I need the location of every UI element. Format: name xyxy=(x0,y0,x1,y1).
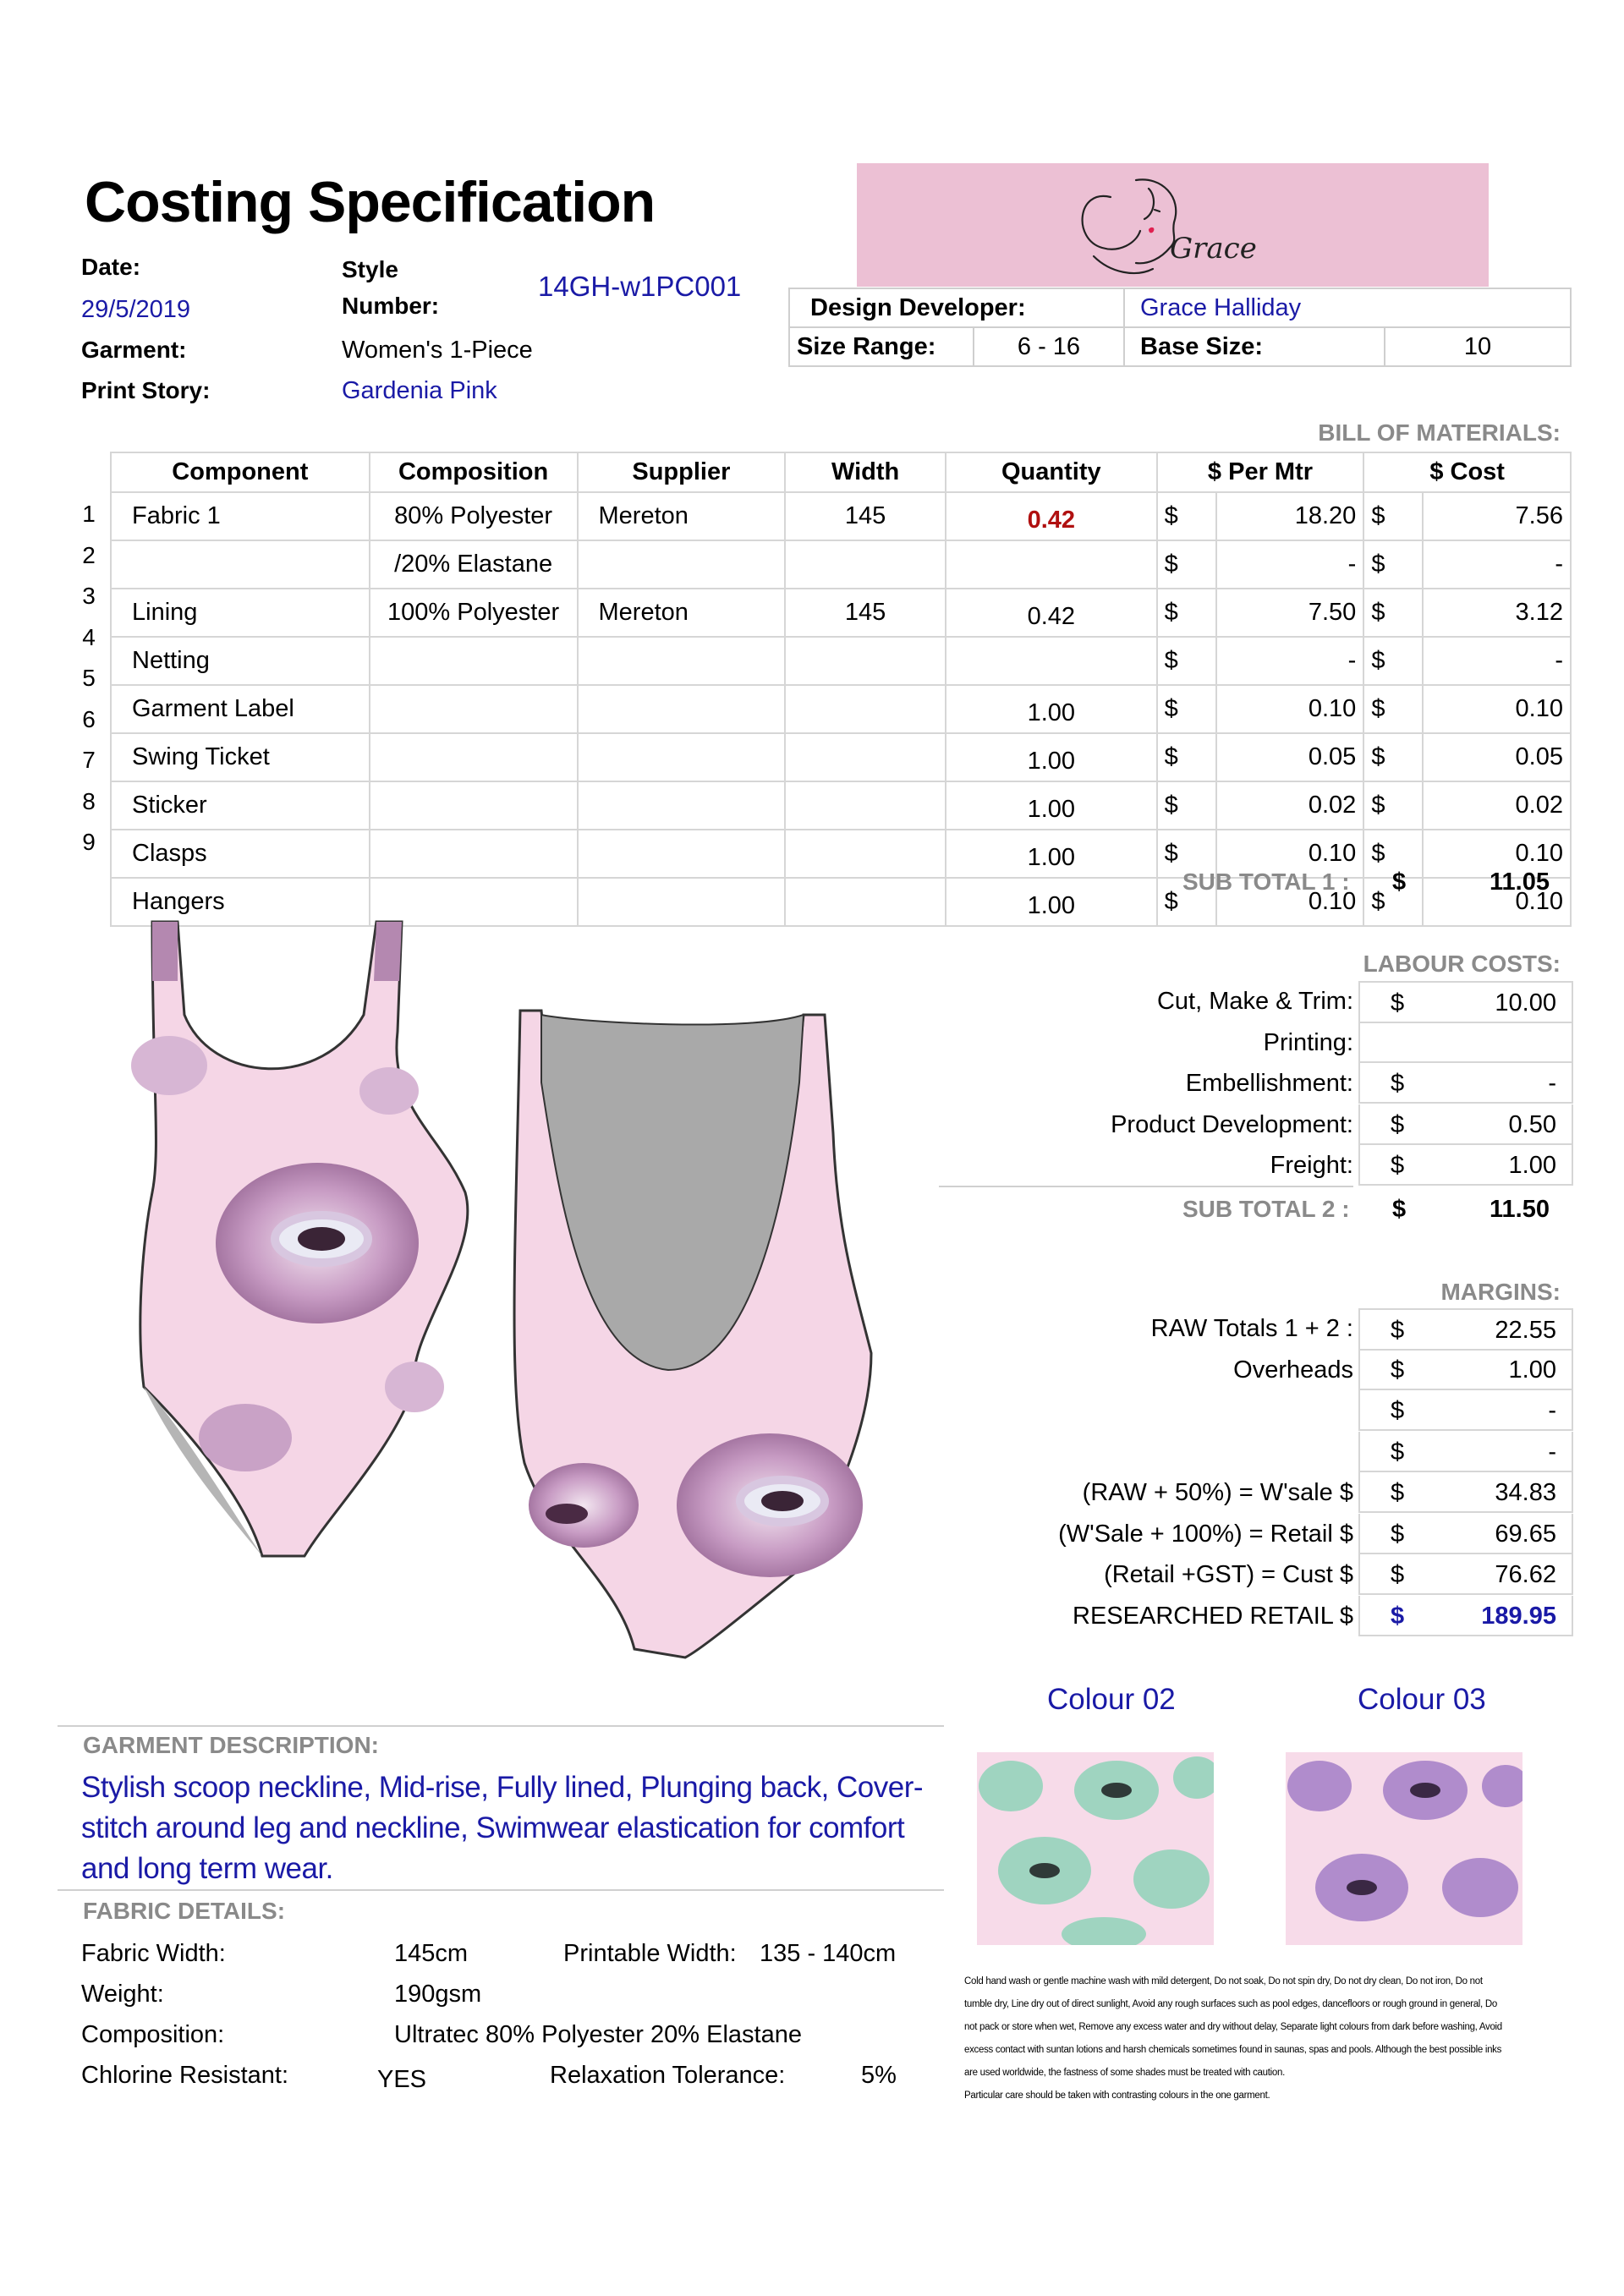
description-heading: GARMENT DESCRIPTION: xyxy=(83,1732,379,1758)
description-top-divider xyxy=(58,1725,944,1727)
margins-row-box xyxy=(1358,1390,1573,1431)
bom-cost: - xyxy=(1423,637,1571,685)
labour-row-label: Freight: xyxy=(1270,1152,1353,1179)
bom-cost-currency: $ xyxy=(1363,781,1423,830)
bom-per-currency: $ xyxy=(1157,878,1216,926)
labour-row-box xyxy=(1358,981,1573,1023)
labour-row-currency: $ xyxy=(1391,1152,1405,1179)
bom-row-number: 6 xyxy=(82,705,96,732)
bom-per-mtr: 7.50 xyxy=(1216,589,1364,637)
bom-composition xyxy=(370,830,578,878)
care-line: tumble dry, Line dry out of direct sunlight, Avoid any rough surfaces such as pool edges, dancefloors or rough ground in general, Do xyxy=(964,1999,1497,2009)
bom-supplier: Mereton xyxy=(578,589,786,637)
garment-value: Women's 1-Piece xyxy=(342,337,533,364)
weight-value: 190gsm xyxy=(394,1981,482,2008)
margins-heading: MARGINS: xyxy=(1440,1279,1561,1305)
bom-per-mtr: 0.02 xyxy=(1216,781,1364,830)
bom-row-number: 7 xyxy=(82,747,96,773)
margins-row-value: 76.62 xyxy=(1495,1561,1556,1588)
colour-02-swatch xyxy=(977,1752,1214,1945)
bom-per-mtr: 18.20 xyxy=(1216,492,1364,540)
bom-cost: 0.10 xyxy=(1423,878,1571,926)
bom-composition xyxy=(370,781,578,830)
bom-row-number: 3 xyxy=(82,583,96,609)
bom-component: Lining xyxy=(111,589,370,637)
margins-row-label: RESEARCHED RETAIL $ xyxy=(1073,1602,1353,1630)
bom-per-mtr: 0.05 xyxy=(1216,733,1364,781)
margins-row-label: (W'Sale + 100%) = Retail $ xyxy=(1058,1520,1353,1548)
bom-supplier xyxy=(578,781,786,830)
margins-row-currency: $ xyxy=(1391,1479,1405,1506)
bom-width xyxy=(785,685,946,733)
margins-row-box xyxy=(1358,1472,1573,1513)
chlorine-label: Chlorine Resistant: xyxy=(81,2062,288,2089)
bom-row xyxy=(111,492,1571,540)
bom-width xyxy=(785,733,946,781)
bom-row xyxy=(111,589,1571,637)
swimsuit-illustration xyxy=(110,913,939,1700)
developer-table xyxy=(788,288,1572,367)
bom-quantity xyxy=(946,540,1157,589)
bom-cost: 0.05 xyxy=(1423,733,1571,781)
bom-width: 145 xyxy=(785,589,946,637)
design-developer-label: Design Developer: xyxy=(789,288,1124,327)
bom-col-cost: $ Cost xyxy=(1363,452,1571,492)
bom-per-mtr: 0.10 xyxy=(1216,830,1364,878)
bom-quantity xyxy=(946,637,1157,685)
bom-width xyxy=(785,830,946,878)
margins-row-box xyxy=(1358,1432,1573,1472)
bom-col-composition: Composition xyxy=(370,452,578,492)
labour-row-box xyxy=(1358,1022,1573,1063)
size-range-value: 6 - 16 xyxy=(974,327,1124,366)
swimsuit-front xyxy=(131,922,468,1556)
bom-row-number: 1 xyxy=(82,501,96,527)
bom-cost: 0.10 xyxy=(1423,830,1571,878)
fabric-width-value: 145cm xyxy=(394,1940,469,1967)
labour-row-box xyxy=(1358,1063,1573,1104)
description-text: Stylish scoop neckline, Mid-rise, Fully lined, Plunging back, Cover-stitch around leg and neckline, Swimwear elastication for comfort and long term wear. xyxy=(81,1771,924,1885)
subtotal-2-value: 11.50 xyxy=(1490,1196,1550,1223)
subtotal-1-value: 11.05 xyxy=(1490,869,1550,896)
bom-per-mtr: 0.10 xyxy=(1216,685,1364,733)
margins-row-box xyxy=(1358,1554,1573,1595)
bom-quantity: 0.42 xyxy=(946,492,1157,540)
brand-logo-box xyxy=(857,163,1489,287)
weight-label: Weight: xyxy=(81,1981,164,2008)
margins-row-currency: $ xyxy=(1391,1602,1405,1630)
base-size-value: 10 xyxy=(1385,327,1571,366)
bom-row-number: 5 xyxy=(82,665,96,691)
bom-composition xyxy=(370,685,578,733)
bom-per-currency: $ xyxy=(1157,830,1216,878)
care-line: Cold hand wash or gentle machine wash with mild detergent, Do not soak, Do not spin dry, Do not dry clean, Do not iron, Do not xyxy=(964,1976,1483,1986)
bom-supplier xyxy=(578,830,786,878)
bom-col-supplier: Supplier xyxy=(578,452,786,492)
bom-per-mtr: - xyxy=(1216,540,1364,589)
bom-supplier xyxy=(578,637,786,685)
margins-row-label: (RAW + 50%) = W'sale $ xyxy=(1082,1479,1353,1506)
subtotal-2-label: SUB TOTAL 2 : xyxy=(1182,1196,1350,1222)
date-label: Date: xyxy=(81,254,141,280)
bom-cost-currency: $ xyxy=(1363,685,1423,733)
bom-per-currency: $ xyxy=(1157,637,1216,685)
bom-component: Sticker xyxy=(111,781,370,830)
labour-row-currency: $ xyxy=(1391,1070,1405,1097)
margins-row-currency: $ xyxy=(1391,1356,1405,1384)
composition-label: Composition: xyxy=(81,2021,225,2048)
margins-row-box xyxy=(1358,1308,1573,1351)
base-size-label: Base Size: xyxy=(1124,327,1385,366)
margins-row-currency: $ xyxy=(1391,1520,1405,1548)
bom-per-currency: $ xyxy=(1157,781,1216,830)
margins-row-currency: $ xyxy=(1391,1317,1405,1344)
bom-quantity: 1.00 xyxy=(946,781,1157,830)
margins-row-currency: $ xyxy=(1391,1438,1405,1466)
printable-width-label: Printable Width: xyxy=(563,1940,737,1967)
bom-cost: 7.56 xyxy=(1423,492,1571,540)
bom-component: Clasps xyxy=(111,830,370,878)
colour-03-swatch xyxy=(1286,1752,1522,1945)
bom-heading: BILL OF MATERIALS: xyxy=(1318,419,1561,446)
bom-row xyxy=(111,781,1571,830)
margins-row-label: (Retail +GST) = Cust $ xyxy=(1104,1561,1353,1588)
labour-row-box xyxy=(1358,1145,1573,1186)
description-bottom-divider xyxy=(58,1889,944,1891)
bom-component: Hangers xyxy=(111,878,370,926)
bom-row xyxy=(111,540,1571,589)
bom-row xyxy=(111,830,1571,878)
bom-supplier xyxy=(578,685,786,733)
care-instructions xyxy=(964,1970,1573,2107)
swimsuit-back xyxy=(514,1011,871,1658)
bom-row xyxy=(111,685,1571,733)
bom-quantity: 1.00 xyxy=(946,733,1157,781)
fabric-width-label: Fabric Width: xyxy=(81,1940,226,1967)
bom-quantity: 1.00 xyxy=(946,685,1157,733)
margins-row-value: 34.83 xyxy=(1495,1479,1556,1506)
garment-label: Garment: xyxy=(81,337,187,363)
page-title: Costing Specification xyxy=(85,170,656,234)
print-story-value: Gardenia Pink xyxy=(342,377,497,404)
bom-per-mtr: 0.10 xyxy=(1216,878,1364,926)
labour-row-currency: $ xyxy=(1391,989,1405,1016)
bom-width xyxy=(785,781,946,830)
margins-row-value: 189.95 xyxy=(1481,1602,1556,1630)
care-line: Particular care should be taken with contrasting colours in the one garment. xyxy=(964,2091,1270,2101)
margins-row-value: 22.55 xyxy=(1495,1317,1556,1344)
bom-cost-currency: $ xyxy=(1363,589,1423,637)
margins-row-value: 1.00 xyxy=(1508,1356,1556,1384)
bom-cost-currency: $ xyxy=(1363,733,1423,781)
labour-heading: LABOUR COSTS: xyxy=(1363,951,1561,977)
bom-row xyxy=(111,637,1571,685)
labour-row-label: Embellishment: xyxy=(1185,1070,1353,1097)
chlorine-value: YES xyxy=(377,2066,427,2093)
bom-cost-currency: $ xyxy=(1363,492,1423,540)
margins-row-label: Overheads xyxy=(1233,1356,1353,1384)
bom-cost: 3.12 xyxy=(1423,589,1571,637)
fabric-heading: FABRIC DETAILS: xyxy=(83,1898,286,1924)
style-label-1: Style xyxy=(342,256,398,282)
bom-composition: /20% Elastane xyxy=(370,540,578,589)
margins-row-value: 69.65 xyxy=(1495,1520,1556,1548)
bom-table xyxy=(110,452,1572,927)
bom-component: Fabric 1 xyxy=(111,492,370,540)
bom-cost: 0.02 xyxy=(1423,781,1571,830)
relaxation-label: Relaxation Tolerance: xyxy=(550,2062,786,2089)
bom-cost-currency: $ xyxy=(1363,830,1423,878)
bom-component: Netting xyxy=(111,637,370,685)
bom-cost-currency: $ xyxy=(1363,637,1423,685)
labour-divider xyxy=(939,1186,1353,1187)
labour-row-value: 1.00 xyxy=(1508,1152,1556,1179)
care-line: not pack or store when wet, Remove any excess water and dry without delay, Separate light colours from dark before washing, Avoid xyxy=(964,2022,1502,2032)
labour-row-value: 10.00 xyxy=(1495,989,1556,1016)
size-range-label: Size Range: xyxy=(789,327,974,366)
bom-per-currency: $ xyxy=(1157,733,1216,781)
bom-component xyxy=(111,540,370,589)
bom-quantity: 0.42 xyxy=(946,589,1157,637)
composition-value: Ultratec 80% Polyester 20% Elastane xyxy=(394,2021,802,2048)
care-line: are used worldwide, the fastness of some shades must be treated with caution. xyxy=(964,2068,1285,2078)
date-value: 29/5/2019 xyxy=(81,296,191,323)
bom-col-per-mtr: $ Per Mtr xyxy=(1157,452,1364,492)
brand-logo-icon xyxy=(857,163,1489,287)
bom-width xyxy=(785,540,946,589)
brand-signature: Grace xyxy=(1170,232,1257,266)
bom-col-quantity: Quantity xyxy=(946,452,1157,492)
print-story-label: Print Story: xyxy=(81,377,211,403)
bom-row-number: 9 xyxy=(82,829,96,855)
margins-row-currency: $ xyxy=(1391,1397,1405,1424)
relaxation-value: 5% xyxy=(861,2062,897,2089)
bom-composition xyxy=(370,733,578,781)
bom-per-mtr: - xyxy=(1216,637,1364,685)
design-developer-value: Grace Halliday xyxy=(1124,288,1571,327)
style-label-2: Number: xyxy=(342,293,440,319)
bom-quantity: 1.00 xyxy=(946,830,1157,878)
bom-supplier xyxy=(578,540,786,589)
bom-supplier: Mereton xyxy=(578,492,786,540)
bom-col-width: Width xyxy=(785,452,946,492)
bom-quantity: 1.00 xyxy=(946,878,1157,926)
bom-per-currency: $ xyxy=(1157,492,1216,540)
margins-row-box xyxy=(1358,1514,1573,1554)
bom-per-currency: $ xyxy=(1157,540,1216,589)
subtotal-1-currency: $ xyxy=(1392,869,1407,896)
bom-col-component: Component xyxy=(111,452,370,492)
bom-row xyxy=(111,733,1571,781)
labour-row-value: 0.50 xyxy=(1508,1110,1556,1138)
bom-cost: 0.10 xyxy=(1423,685,1571,733)
bom-composition: 80% Polyester xyxy=(370,492,578,540)
bom-row-number: 4 xyxy=(82,623,96,650)
bom-composition xyxy=(370,637,578,685)
colour-02-label: Colour 02 xyxy=(1047,1683,1176,1716)
subtotal-2-currency: $ xyxy=(1392,1196,1407,1223)
labour-row-currency: $ xyxy=(1391,1110,1405,1138)
margins-row-label: RAW Totals 1 + 2 : xyxy=(1150,1315,1353,1342)
bom-per-currency: $ xyxy=(1157,589,1216,637)
margins-row-value: - xyxy=(1548,1397,1556,1424)
bom-width: 145 xyxy=(785,492,946,540)
bom-composition: 100% Polyester xyxy=(370,589,578,637)
care-line: excess contact with suntan lotions and harsh chemicals sometimes found in saunas, spas and pools. Although the best possible inks xyxy=(964,2045,1502,2055)
bom-per-currency: $ xyxy=(1157,685,1216,733)
printable-width-value: 135 - 140cm xyxy=(760,1940,897,1967)
labour-row-label: Printing: xyxy=(1263,1028,1353,1056)
bom-row-number: 8 xyxy=(82,787,96,814)
bom-cost-currency: $ xyxy=(1363,878,1423,926)
style-number: 14GH-w1PC001 xyxy=(538,271,742,302)
margins-row-value: - xyxy=(1548,1438,1556,1466)
bom-row-number: 2 xyxy=(82,541,96,568)
labour-row-value: - xyxy=(1548,1070,1556,1097)
bom-supplier xyxy=(578,733,786,781)
margins-row-currency: $ xyxy=(1391,1561,1405,1588)
labour-row-label: Cut, Make & Trim: xyxy=(1156,988,1353,1015)
bom-component: Garment Label xyxy=(111,685,370,733)
bom-component: Swing Ticket xyxy=(111,733,370,781)
labour-row-label: Product Development: xyxy=(1111,1110,1353,1138)
colour-03-label: Colour 03 xyxy=(1358,1683,1486,1716)
bom-cost: - xyxy=(1423,540,1571,589)
margins-row-box xyxy=(1358,1596,1573,1636)
bom-width xyxy=(785,637,946,685)
margins-row-box xyxy=(1358,1350,1573,1390)
subtotal-1-label: SUB TOTAL 1 : xyxy=(1182,869,1350,895)
labour-row-box xyxy=(1358,1104,1573,1145)
bom-cost-currency: $ xyxy=(1363,540,1423,589)
